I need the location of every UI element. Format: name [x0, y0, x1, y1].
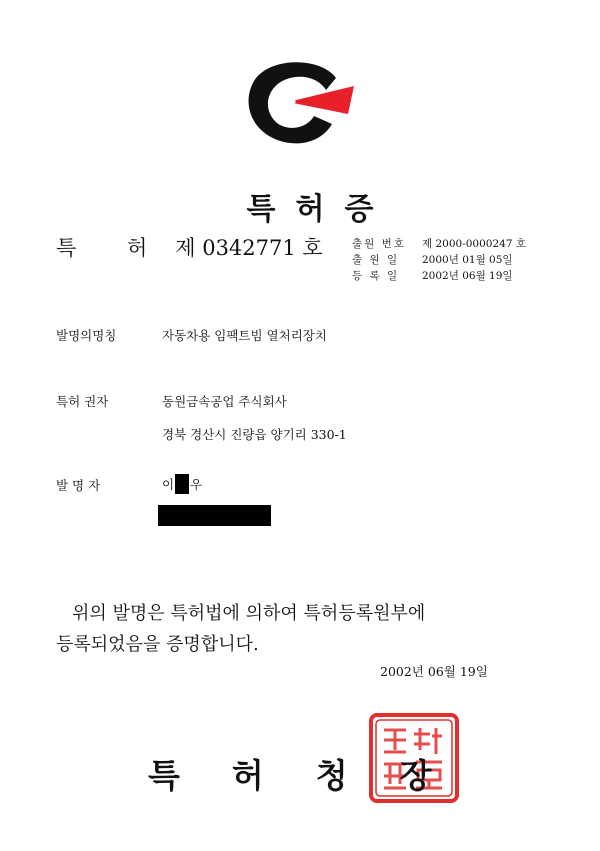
patentee-label: 특허 권자	[56, 394, 109, 409]
document-title: 특허증	[246, 192, 394, 227]
inventor-label: 발 명 자	[56, 478, 101, 493]
filing-label: 출 원 일	[352, 254, 400, 266]
filing-value: 2002년 06월 19일	[422, 270, 513, 282]
patent-number	[56, 232, 323, 262]
filing-value: 2000년 01월 05일	[422, 254, 513, 266]
filing-row-application-number	[352, 236, 526, 252]
government-logo	[244, 56, 356, 146]
invention-title-value: 자동차용 임팩트빔 열처리장치	[162, 328, 327, 343]
declaration-text	[56, 598, 425, 660]
invention-title-label: 발명의명칭	[56, 328, 117, 343]
inventor-name-first: 이	[162, 477, 175, 492]
filing-row-registration-date	[352, 268, 526, 284]
filing-row-application-date	[352, 252, 526, 268]
filing-label: 출원 번호	[352, 238, 406, 250]
issuer-name: 특허청장	[148, 756, 484, 795]
filing-value: 제 2000-0000247 호	[422, 238, 526, 250]
redaction-bar	[175, 474, 189, 494]
declaration-line-2: 등록되었음을 증명합니다.	[56, 634, 259, 655]
declaration-line-1: 위의 발명은 특허법에 의하여 특허등록원부에	[72, 603, 426, 624]
patent-number-value: 제 0342771 호	[175, 236, 323, 260]
patent-number-prefix: 특 허	[56, 236, 170, 260]
filing-info	[352, 236, 526, 284]
issue-date: 2002년 06월 19일	[380, 664, 488, 679]
inventor-name-last: 우	[190, 477, 203, 492]
filing-label: 등 록 일	[352, 270, 400, 282]
patentee-name: 동원금속공업 주식회사	[162, 394, 287, 409]
inventor-name	[162, 474, 202, 494]
patentee-address: 경북 경산시 진량읍 양기리 330-1	[162, 427, 347, 442]
redaction-bar	[158, 505, 271, 526]
